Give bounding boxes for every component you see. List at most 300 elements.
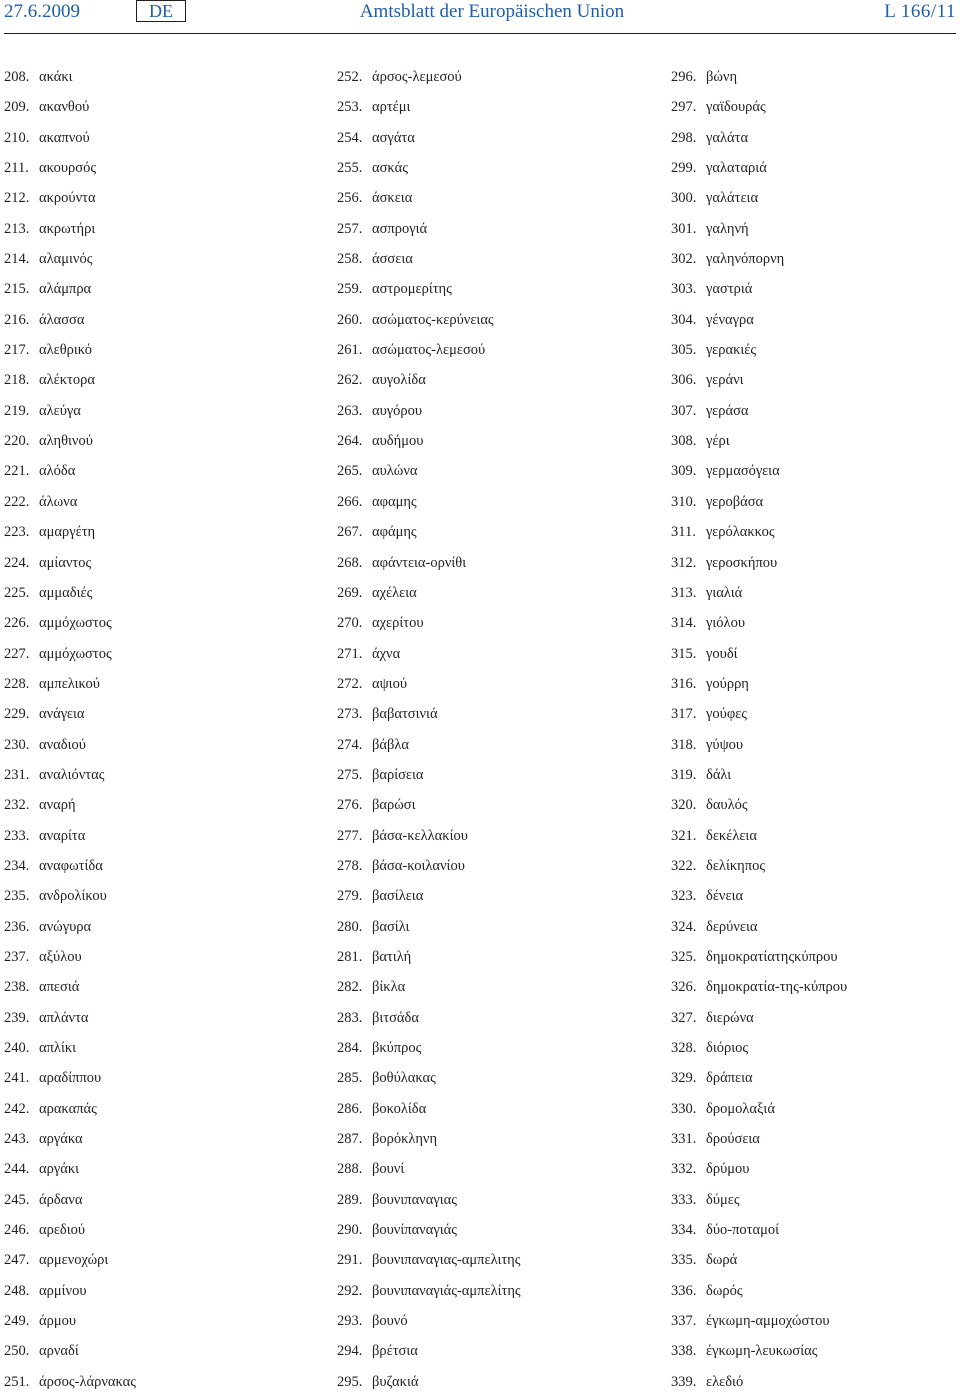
item-name: γουδί [706,645,738,662]
item-number: 319. [671,766,697,783]
item-name: ακαπνού [39,129,90,146]
list-item [671,1154,847,1184]
item-name: γιαλιά [706,584,743,601]
item-number: 293. [337,1313,363,1330]
list-item [337,1215,521,1245]
item-name: δρούσεια [706,1131,760,1148]
item-name: αμαργέτη [39,524,96,541]
item-number: 335. [671,1252,697,1269]
item-number: 292. [337,1282,363,1299]
item-name: αναλιόντας [39,766,105,783]
item-number: 260. [337,311,363,328]
item-name: άλωνα [39,493,78,510]
item-number: 326. [671,979,697,996]
list-item [337,608,521,638]
item-name: βουνιπαναγιας [372,1191,457,1208]
item-number: 213. [4,220,30,237]
item-number: 249. [4,1313,30,1330]
list-item [4,487,136,517]
item-name: βαρώσι [372,797,416,814]
list-item [4,639,136,669]
list-item [4,790,136,820]
item-number: 332. [671,1161,697,1178]
item-name: γέρι [706,433,730,450]
item-name: αφάμης [372,524,417,541]
list-item [337,305,521,335]
item-name: ακανθού [39,99,90,116]
list-item [4,426,136,456]
list-item [671,396,847,426]
item-number: 229. [4,706,30,723]
item-number: 216. [4,311,30,328]
item-name: γύψου [706,736,744,753]
item-number: 268. [337,554,363,571]
list-item [337,1306,521,1336]
item-number: 276. [337,797,363,814]
list-item [4,1367,136,1397]
list-item [337,1063,521,1093]
item-number: 309. [671,463,697,480]
item-number: 211. [4,160,29,177]
item-number: 243. [4,1131,30,1148]
list-item [671,456,847,486]
list-item [4,942,136,972]
list-item [671,1336,847,1366]
list-item [4,244,136,274]
item-number: 214. [4,251,30,268]
list-item [337,365,521,395]
list-item [671,1306,847,1336]
item-name: γαστριά [706,281,753,298]
list-item [671,578,847,608]
item-name: δένεια [706,888,744,905]
item-name: αυλώνα [372,463,418,480]
item-number: 306. [671,372,697,389]
item-number: 313. [671,584,697,601]
item-name: αρτέμι [372,99,411,116]
item-number: 209. [4,99,30,116]
item-number: 217. [4,342,30,359]
item-name: αμπελικού [39,675,100,692]
item-name: δωρά [706,1252,738,1269]
item-name: αυγολίδα [372,372,426,389]
list-item [671,1063,847,1093]
item-name: γερμασόγεια [706,463,780,480]
item-number: 320. [671,797,697,814]
list-item [337,426,521,456]
item-number: 279. [337,888,363,905]
item-name: γεράνι [706,372,744,389]
item-number: 247. [4,1252,30,1269]
item-number: 210. [4,129,30,146]
item-number: 330. [671,1100,697,1117]
journal-title [0,1,960,23]
item-number: 220. [4,433,30,450]
item-name: γερόλακκος [706,524,775,541]
item-number: 251. [4,1373,30,1390]
list-item [4,456,136,486]
list-item [4,274,136,304]
item-name: αυγόρου [372,402,423,419]
list-column-1 [4,62,136,1397]
item-number: 258. [337,251,363,268]
item-name: δερύνεια [706,918,758,935]
list-item [4,517,136,547]
list-item [671,92,847,122]
item-name: αλαμινός [39,251,93,268]
item-name: αστρομερίτης [372,281,452,298]
list-item [4,851,136,881]
item-number: 275. [337,766,363,783]
list-item [4,821,136,851]
item-name: βαβατσινιά [372,706,438,723]
item-number: 303. [671,281,697,298]
list-item [337,851,521,881]
language-badge: DE [136,0,186,22]
list-item [4,1276,136,1306]
item-name: δύμες [706,1191,740,1208]
item-name: ανδρολίκου [39,888,107,905]
item-name: αργάκι [39,1161,80,1178]
list-item [337,1185,521,1215]
list-item [4,1185,136,1215]
item-number: 289. [337,1191,363,1208]
item-name: γαληνή [706,220,749,237]
item-name: ακρούντα [39,190,96,207]
list-item [4,1033,136,1063]
item-number: 317. [671,706,697,723]
item-number: 256. [337,190,363,207]
list-item [4,699,136,729]
list-item [337,578,521,608]
list-item [337,1033,521,1063]
list-item [4,1094,136,1124]
list-item [671,1367,847,1397]
item-number: 305. [671,342,697,359]
item-number: 296. [671,69,697,85]
list-item [4,183,136,213]
list-item [337,1124,521,1154]
item-number: 270. [337,615,363,632]
list-item [337,760,521,790]
item-name: άχνα [372,645,401,662]
item-name: βασίλι [372,918,410,935]
item-number: 304. [671,311,697,328]
item-number: 215. [4,281,30,298]
list-item [671,881,847,911]
item-name: βκύπρος [372,1040,422,1056]
item-name: γερακιές [706,342,757,359]
item-name: αλεύγα [39,402,81,419]
item-name: άλασσα [39,311,85,328]
item-number: 231. [4,766,30,783]
list-item [671,426,847,456]
item-name: γεροσκήπου [706,554,778,571]
item-number: 331. [671,1131,697,1148]
list-item [671,365,847,395]
item-number: 239. [4,1009,30,1026]
item-name: γεράσα [706,402,749,419]
item-number: 294. [337,1343,363,1360]
item-number: 315. [671,645,697,662]
list-item [337,881,521,911]
item-number: 302. [671,251,697,268]
list-item [4,548,136,578]
list-item [337,183,521,213]
list-item [671,153,847,183]
item-number: 273. [337,706,363,723]
item-number: 232. [4,797,30,814]
list-item [4,335,136,365]
list-item [337,730,521,760]
list-item [671,1215,847,1245]
item-number: 230. [4,736,30,753]
list-item [671,851,847,881]
item-name: δελίκηπος [706,857,766,874]
list-item [671,274,847,304]
item-name: γέναγρα [706,311,754,328]
item-name: γαληνόπορνη [706,251,785,268]
item-name: έγκωμη-αμμοχώστου [706,1313,830,1330]
item-number: 219. [4,402,30,419]
item-number: 324. [671,918,697,935]
item-number: 236. [4,918,30,935]
item-name: ασγάτα [372,129,415,146]
item-name: δωρός [706,1282,743,1299]
item-name: βουνό [372,1313,408,1330]
list-item [671,912,847,942]
list-item [4,730,136,760]
item-name: αργάκα [39,1131,83,1148]
item-number: 333. [671,1191,697,1208]
item-number: 334. [671,1222,697,1239]
list-item [671,517,847,547]
list-item [671,1094,847,1124]
item-name: δάλι [706,766,732,783]
list-column-2 [337,62,521,1397]
item-number: 269. [337,584,363,601]
item-name: αυδήμου [372,433,424,450]
list-item [337,153,521,183]
item-name: άρσος-λεμεσού [372,69,462,85]
item-number: 285. [337,1070,363,1087]
page-header [0,0,960,34]
item-number: 235. [4,888,30,905]
item-number: 299. [671,160,697,177]
list-item [4,608,136,638]
list-item [4,1124,136,1154]
list-item [671,183,847,213]
item-number: 281. [337,948,363,965]
list-item [671,305,847,335]
item-name: αναρίτα [39,827,86,844]
list-item [337,1276,521,1306]
list-item [671,548,847,578]
item-number: 277. [337,827,363,844]
list-item [337,274,521,304]
item-number: 237. [4,948,30,965]
list-item [671,487,847,517]
item-number: 221. [4,463,30,480]
list-item [337,1336,521,1366]
list-item [337,244,521,274]
item-name: βορόκληνη [372,1131,438,1148]
item-name: ελεδιό [706,1373,744,1390]
item-number: 272. [337,675,363,692]
list-item [337,214,521,244]
item-number: 263. [337,402,363,419]
item-name: βασίλεια [372,888,424,905]
item-number: 318. [671,736,697,753]
item-number: 266. [337,493,363,510]
list-item [4,1003,136,1033]
item-number: 290. [337,1222,363,1239]
list-item [4,912,136,942]
list-item [671,244,847,274]
item-name: αμμόχωστος [39,645,112,662]
list-column-3 [671,62,847,1397]
list-item [4,305,136,335]
item-name: ασπρογιά [372,220,428,237]
item-number: 307. [671,402,697,419]
list-item [4,760,136,790]
item-number: 241. [4,1070,30,1087]
item-name: αλέκτορα [39,372,95,389]
item-name: βουνί [372,1161,405,1178]
item-number: 321. [671,827,697,844]
list-item [4,669,136,699]
item-number: 252. [337,69,363,85]
item-name: αμίαντος [39,554,92,571]
item-number: 295. [337,1373,363,1390]
item-number: 301. [671,220,697,237]
item-name: βουνιπαναγιάς-αμπελίτης [372,1282,521,1299]
item-name: βουνιπαναγιας-αμπελιτης [372,1252,521,1269]
item-name: άσκεια [372,190,413,207]
item-name: αρναδί [39,1343,79,1360]
item-name: αμμόχωστος [39,615,112,632]
item-name: δημοκρατίατηςκύπρου [706,948,838,965]
list-item [4,1063,136,1093]
item-number: 297. [671,99,697,116]
item-name: αρεδιού [39,1222,86,1239]
item-name: αφαμης [372,493,417,510]
item-name: απλίκι [39,1040,77,1056]
item-number: 323. [671,888,697,905]
list-item [4,881,136,911]
list-item [4,1154,136,1184]
item-number: 228. [4,675,30,692]
item-name: βίκλα [372,979,406,996]
item-name: δράπεια [706,1070,753,1087]
item-name: ασώματος-κερύνειας [372,311,494,328]
item-number: 310. [671,493,697,510]
list-item [4,578,136,608]
list-item [4,1215,136,1245]
list-item [671,62,847,92]
item-name: γαϊδουράς [706,99,766,116]
item-number: 246. [4,1222,30,1239]
item-number: 311. [671,524,696,541]
journal-title-text: Amtsblatt der Europäischen Union [359,1,625,22]
list-item [4,1336,136,1366]
item-name: απλάντα [39,1009,89,1026]
item-name: έγκωμη-λευκωσίας [706,1343,818,1360]
item-name: βατιλή [372,948,412,965]
item-number: 262. [337,372,363,389]
list-item [337,699,521,729]
item-name: βάβλα [372,736,409,753]
list-item [671,1003,847,1033]
list-item [337,1003,521,1033]
list-item [337,1367,521,1397]
item-number: 227. [4,645,30,662]
list-item [337,639,521,669]
item-name: βοθύλακας [372,1070,436,1087]
item-number: 274. [337,736,363,753]
item-number: 336. [671,1282,697,1299]
page-reference: L 166/11 [884,1,956,22]
item-name: αραδίππου [39,1070,102,1087]
item-name: αφάντεια-ορνίθι [372,554,467,571]
item-number: 327. [671,1009,697,1026]
list-item [337,1154,521,1184]
item-number: 338. [671,1343,697,1360]
list-item [671,669,847,699]
item-name: βοκολίδα [372,1100,427,1117]
item-number: 312. [671,554,697,571]
item-name: αλεθρικό [39,342,93,359]
list-item [671,1124,847,1154]
item-number: 254. [337,129,363,146]
item-name: γεροβάσα [706,493,764,510]
item-name: γιόλου [706,615,746,632]
list-item [4,123,136,153]
item-name: ακουρσός [39,160,97,177]
item-name: ασώματος-λεμεσού [372,342,486,359]
item-name: άρδανα [39,1191,83,1208]
item-name: αχέλεια [372,584,417,601]
item-number: 225. [4,584,30,601]
item-name: δρομολαξιά [706,1100,775,1117]
list-item [4,396,136,426]
item-number: 329. [671,1070,697,1087]
item-number: 245. [4,1191,30,1208]
list-item [671,760,847,790]
item-name: αναρή [39,797,76,814]
item-number: 314. [671,615,697,632]
item-number: 255. [337,160,363,177]
item-name: άρμου [39,1313,77,1330]
item-number: 242. [4,1100,30,1117]
item-number: 298. [671,129,697,146]
item-number: 264. [337,433,363,450]
list-item [671,972,847,1002]
list-item [671,639,847,669]
item-name: βιτσάδα [372,1009,419,1026]
item-number: 322. [671,857,697,874]
item-number: 261. [337,342,363,359]
item-number: 265. [337,463,363,480]
item-number: 248. [4,1282,30,1299]
list-item [337,790,521,820]
list-item [671,608,847,638]
item-name: ακρωτήρι [39,220,96,237]
item-number: 212. [4,190,30,207]
list-item [671,1245,847,1275]
list-item [4,153,136,183]
item-number: 234. [4,857,30,874]
